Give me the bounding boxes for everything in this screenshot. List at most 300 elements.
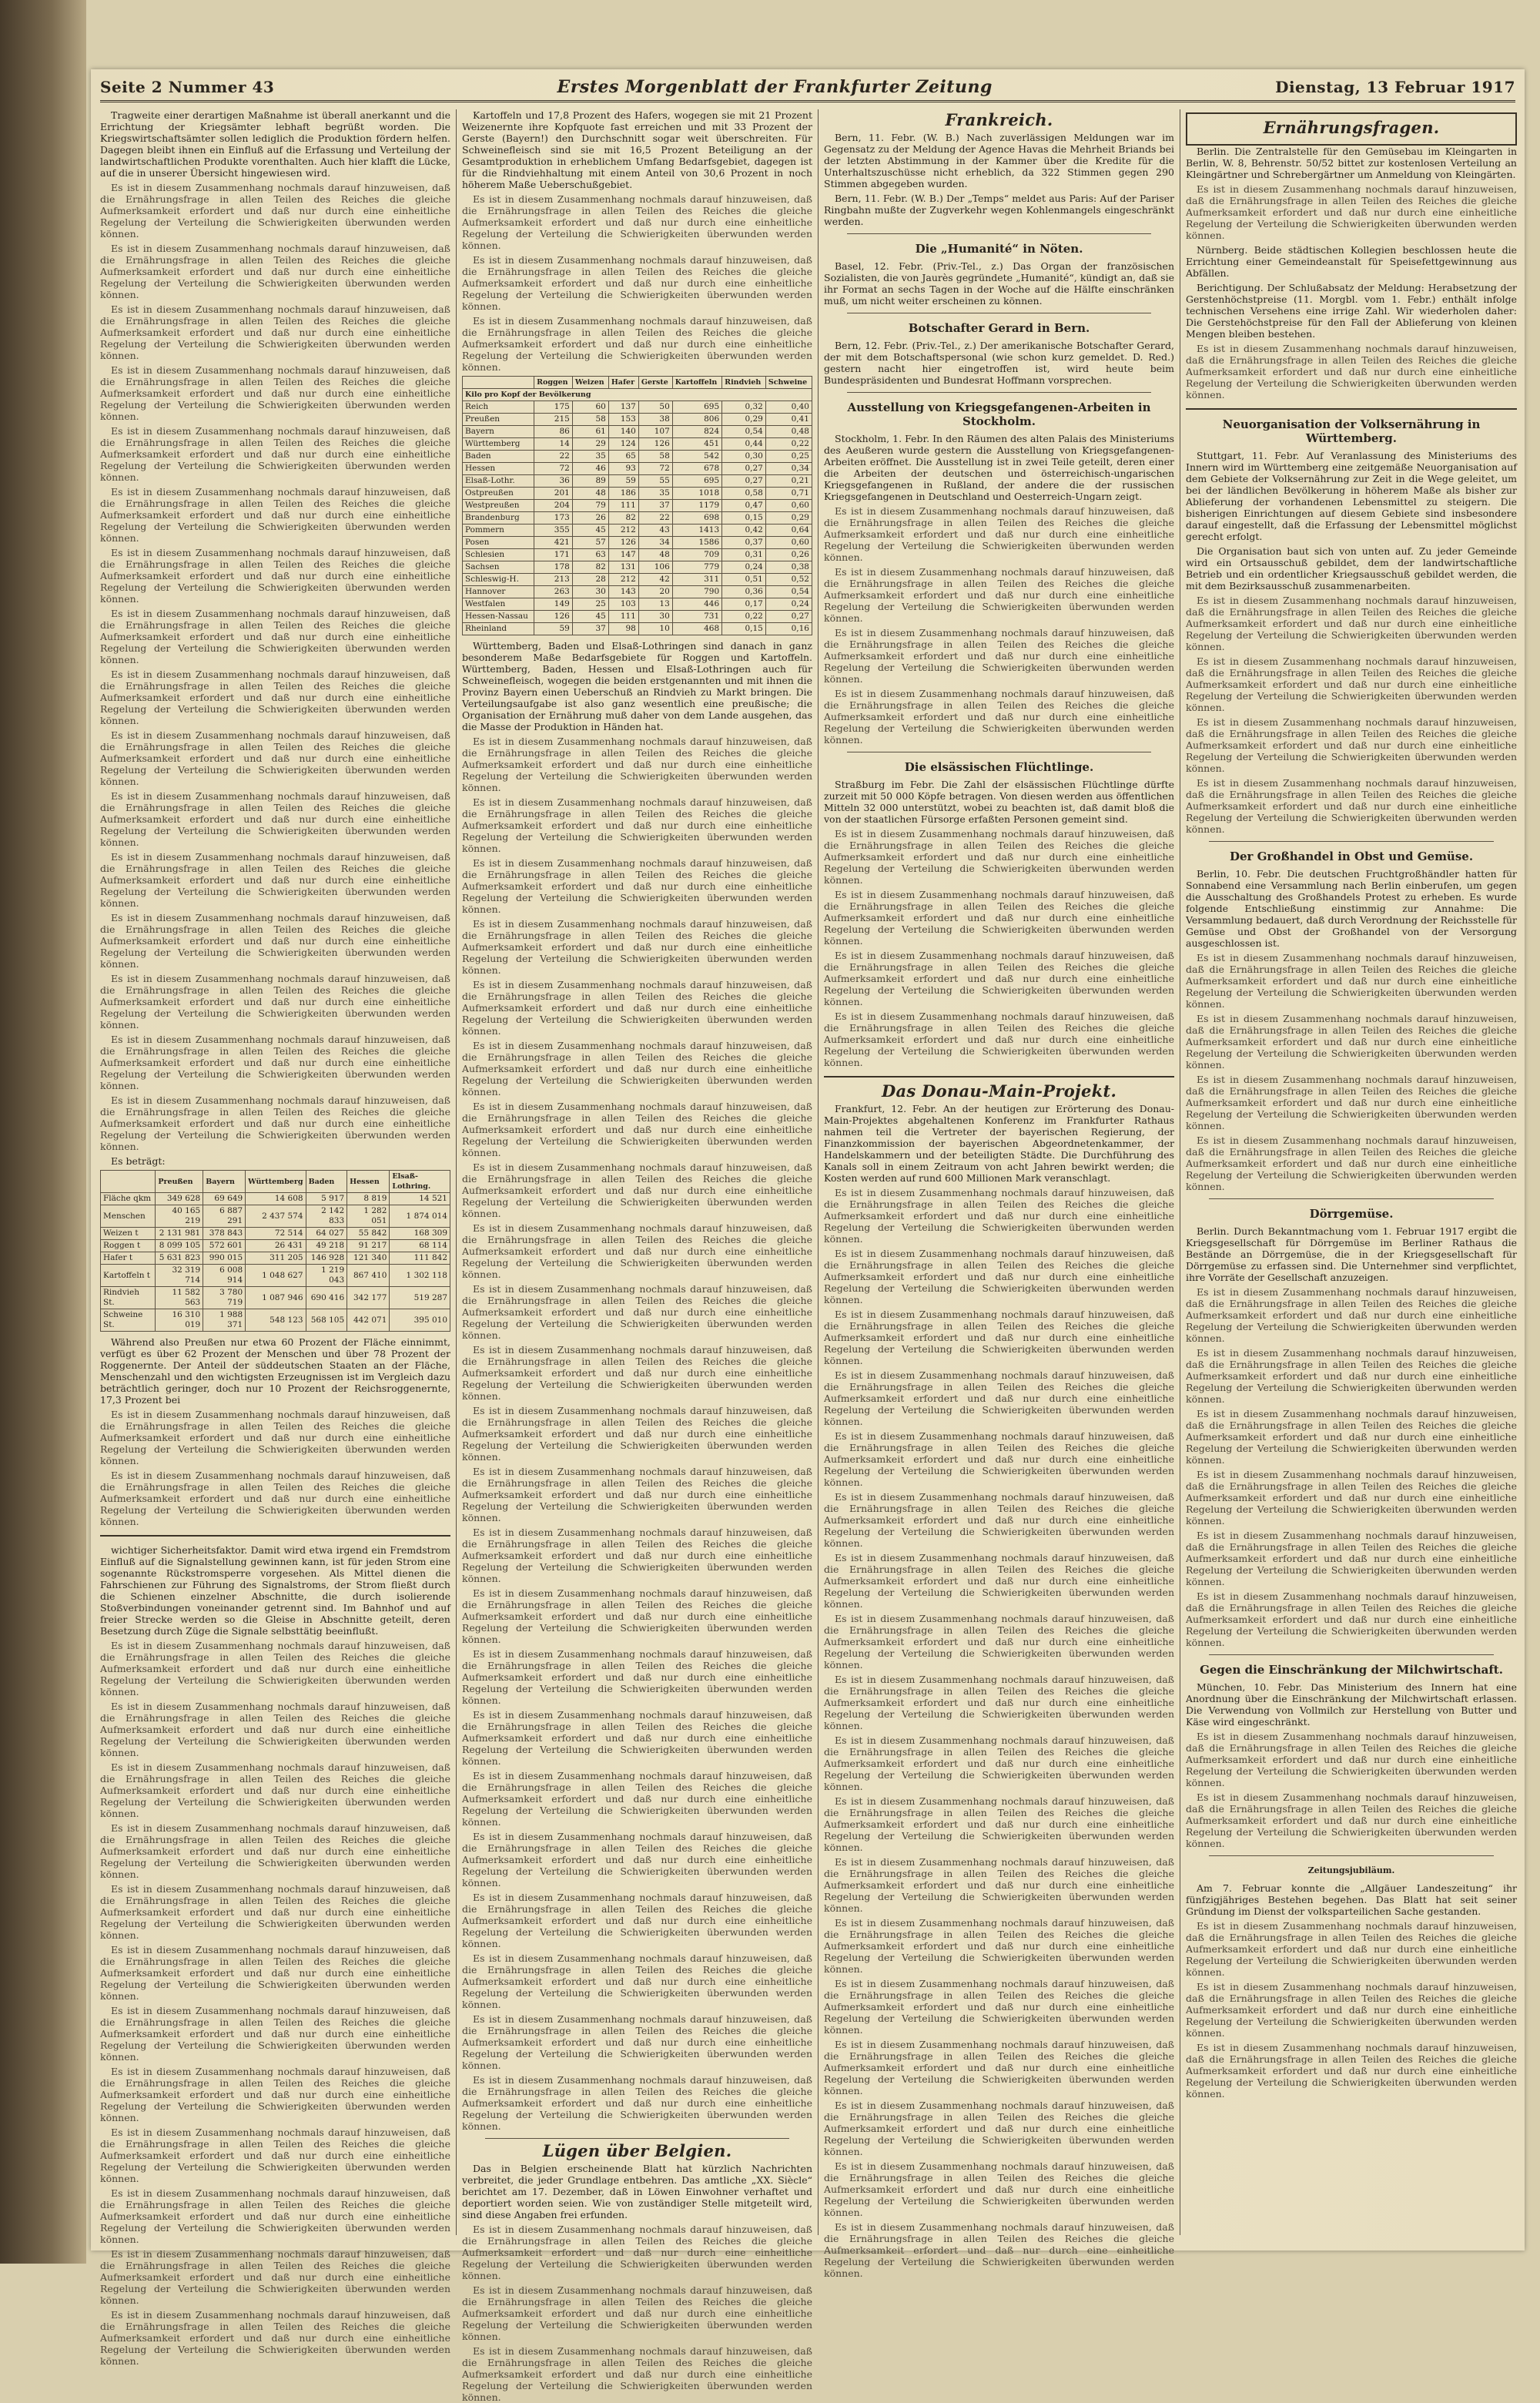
article-text: Es ist in diesem Zusammenhang nochmals darauf hinzuweisen, daß die Ernährungsfrage in allen Teilen des Reiches die gleiche Aufmerksamkeit erfordert und daß nur durch eine einheitliche Regelung der Verteilung die Schwierigkeiten überwunden werden können. xyxy=(1186,655,1517,713)
table-cell: Brandenburg xyxy=(463,512,534,525)
table-cell: Baden xyxy=(463,451,534,463)
table-cell: 72 xyxy=(638,463,672,475)
table-cell: 55 xyxy=(638,475,672,488)
article-text: Es ist in diesem Zusammenhang nochmals darauf hinzuweisen, daß die Ernährungsfrage in allen Teilen des Reiches die gleiche Aufmerksamkeit erfordert und daß nur durch eine einheitliche Regelung der Verteilung die Schwierigkeiten überwunden werden können. xyxy=(462,1587,812,1645)
article-text: Es ist in diesem Zusammenhang nochmals darauf hinzuweisen, daß die Ernährungsfrage in allen Teilen des Reiches die gleiche Aufmerksamkeit erfordert und daß nur durch eine einheitliche Regelung der Verteilung die Schwierigkeiten überwunden werden können. xyxy=(100,1701,450,1758)
table-cell: 0,24 xyxy=(765,598,812,611)
article-text: Es ist in diesem Zusammenhang nochmals darauf hinzuweisen, daß die Ernährungsfrage in allen Teilen des Reiches die gleiche Aufmerksamkeit erfordert und daß nur durch eine einheitliche Regelung der Verteilung die Schwierigkeiten überwunden werden können. xyxy=(462,315,812,373)
article-text: Es ist in diesem Zusammenhang nochmals darauf hinzuweisen, daß die Ernährungsfrage in allen Teilen des Reiches die gleiche Aufmerksamkeit erfordert und daß nur durch eine einheitliche Regelung der Verteilung die Schwierigkeiten überwunden werden können. xyxy=(1186,595,1517,652)
section-divider xyxy=(1209,1855,1494,1856)
statistics-table-1 xyxy=(100,1170,450,1332)
table-cell: 446 xyxy=(672,598,721,611)
table-row xyxy=(101,1287,450,1309)
table-cell: 59 xyxy=(534,623,573,635)
article-text: Es ist in diesem Zusammenhang nochmals darauf hinzuweisen, daß die Ernährungsfrage in allen Teilen des Reiches die gleiche Aufmerksamkeit erfordert und daß nur durch eine einheitliche Regelung der Verteilung die Schwierigkeiten überwunden werden können. xyxy=(462,2074,812,2132)
column-rule xyxy=(456,109,457,2235)
table-cell: 168 309 xyxy=(390,1228,450,1240)
article-text: Es ist in diesem Zusammenhang nochmals darauf hinzuweisen, daß die Ernährungsfrage in allen Teilen des Reiches die gleiche Aufmerksamkeit erfordert und daß nur durch eine einheitliche Regelung der Verteilung die Schwierigkeiten überwunden werden können. xyxy=(1186,1530,1517,1587)
article-text: Es ist in diesem Zusammenhang nochmals darauf hinzuweisen, daß die Ernährungsfrage in allen Teilen des Reiches die gleiche Aufmerksamkeit erfordert und daß nur durch eine einheitliche Regelung der Verteilung die Schwierigkeiten überwunden werden können. xyxy=(462,2224,812,2281)
article-text: Es ist in diesem Zusammenhang nochmals darauf hinzuweisen, daß die Ernährungsfrage in allen Teilen des Reiches die gleiche Aufmerksamkeit erfordert und daß nur durch eine einheitliche Regelung der Verteilung die Schwierigkeiten überwunden werden können. xyxy=(824,1491,1174,1549)
table-header-cell: Preußen xyxy=(156,1171,203,1193)
table-cell: 0,26 xyxy=(765,549,812,561)
table-cell: 86 xyxy=(534,426,573,438)
table-row xyxy=(463,500,812,512)
article-text: Es ist in diesem Zusammenhang nochmals darauf hinzuweisen, daß die Ernährungsfrage in allen Teilen des Reiches die gleiche Aufmerksamkeit erfordert und daß nur durch eine einheitliche Regelung der Verteilung die Schwierigkeiten überwunden werden können. xyxy=(1186,1920,1517,1978)
article-text: Es ist in diesem Zusammenhang nochmals darauf hinzuweisen, daß die Ernährungsfrage in allen Teilen des Reiches die gleiche Aufmerksamkeit erfordert und daß nur durch eine einheitliche Regelung der Verteilung die Schwierigkeiten überwunden werden können. xyxy=(824,1187,1174,1245)
headline-belgien: Lügen über Belgien. xyxy=(542,2141,732,2160)
table-cell: 1 302 118 xyxy=(390,1265,450,1287)
table-cell: 519 287 xyxy=(390,1287,450,1309)
article-text: Es ist in diesem Zusammenhang nochmals darauf hinzuweisen, daß die Ernährungsfrage in allen Teilen des Reiches die gleiche Aufmerksamkeit erfordert und daß nur durch eine einheitliche Regelung der Verteilung die Schwierigkeiten überwunden werden können. xyxy=(824,1430,1174,1488)
table-row xyxy=(463,451,812,463)
section-divider xyxy=(1209,1198,1494,1199)
table-cell: 0,24 xyxy=(722,561,766,574)
table-cell: 93 xyxy=(608,463,638,475)
subheading-grosshandel: Der Großhandel in Obst und Gemüse. xyxy=(1229,850,1474,863)
table-cell: 572 601 xyxy=(203,1240,246,1252)
table-cell: 186 xyxy=(608,488,638,500)
article-text: Es ist in diesem Zusammenhang nochmals darauf hinzuweisen, daß die Ernährungsfrage in allen Teilen des Reiches die gleiche Aufmerksamkeit erfordert und daß nur durch eine einheitliche Regelung der Verteilung die Schwierigkeiten überwunden werden können. xyxy=(1186,1408,1517,1466)
table-cell: 14 521 xyxy=(390,1193,450,1205)
table-cell: 1 048 627 xyxy=(246,1265,306,1287)
table-row xyxy=(101,1252,450,1265)
table-cell: Hessen xyxy=(463,463,534,475)
table-cell: 140 xyxy=(608,426,638,438)
table-row xyxy=(463,488,812,500)
table-cell: 1 282 051 xyxy=(347,1205,390,1228)
section-divider xyxy=(824,1076,1174,1077)
article-text: Es ist in diesem Zusammenhang nochmals darauf hinzuweisen, daß die Ernährungsfrage in allen Teilen des Reiches die gleiche Aufmerksamkeit erfordert und daß nur durch eine einheitliche Regelung der Verteilung die Schwierigkeiten überwunden werden können. xyxy=(100,547,450,605)
article-text: Es ist in diesem Zusammenhang nochmals darauf hinzuweisen, daß die Ernährungsfrage in allen Teilen des Reiches die gleiche Aufmerksamkeit erfordert und daß nur durch eine einheitliche Regelung der Verteilung die Schwierigkeiten überwunden werden können. xyxy=(824,889,1174,947)
table-cell: 50 xyxy=(638,401,672,414)
column-2 xyxy=(462,109,812,2403)
article-text: Straßburg im Febr. Die Zahl der elsässischen Flüchtlinge dürfte zurzeit mit 50 000 Köpfe betragen. Von diesen werden aus öffentlichen Mitteln 32 000 unterstützt, wobei zu beachten ist, daß damit bloß die von der staatlichen Fürsorge erfaßten Personen gemeint sind. xyxy=(824,779,1174,825)
table-cell: 63 xyxy=(572,549,608,561)
article-text: Es ist in diesem Zusammenhang nochmals darauf hinzuweisen, daß die Ernährungsfrage in allen Teilen des Reiches die gleiche Aufmerksamkeit erfordert und daß nur durch eine einheitliche Regelung der Verteilung die Schwierigkeiten überwunden werden können. xyxy=(462,1283,812,1341)
table-cell: 0,22 xyxy=(765,438,812,451)
article-text: Es ist in diesem Zusammenhang nochmals darauf hinzuweisen, daß die Ernährungsfrage in allen Teilen des Reiches die gleiche Aufmerksamkeit erfordert und daß nur durch eine einheitliche Regelung der Verteilung die Schwierigkeiten überwunden werden können. xyxy=(1186,1347,1517,1405)
table-header-cell: Schweine xyxy=(765,377,812,389)
newspaper-title: Erstes Morgenblatt der Frankfurter Zeitung xyxy=(557,77,993,97)
table-cell: 213 xyxy=(534,574,573,586)
article-text: Es ist in diesem Zusammenhang nochmals darauf hinzuweisen, daß die Ernährungsfrage in allen Teilen des Reiches die gleiche Aufmerksamkeit erfordert und daß nur durch eine einheitliche Regelung der Verteilung die Schwierigkeiten überwunden werden können. xyxy=(100,1094,450,1152)
table-cell: 64 027 xyxy=(306,1228,347,1240)
table-cell: 146 928 xyxy=(306,1252,347,1265)
table-cell: 48 xyxy=(638,549,672,561)
table-cell: 0,60 xyxy=(765,537,812,549)
article-text: Stuttgart, 11. Febr. Auf Veranlassung des Ministeriums des Innern wird im Württemberg eine zeitgemäße Neuorganisation auf dem Gebiete der Volksernährung zur Zeit in die Wege geleitet, um bei der ländlichen Bevölkerung in höherem Maße als bisher zur Ablieferung der vorhandenen Lebensmittel zu steigern. Die bisherigen Einrichtungen auf diesem Gebiete sind insbesondere darauf eingestellt, daß die Erfassung der Lebensmittel möglichst gerecht erfolgt. xyxy=(1186,450,1517,542)
headline-frankreich: Frankreich. xyxy=(945,110,1053,129)
table-cell: 38 xyxy=(638,414,672,426)
article-text: Es ist in diesem Zusammenhang nochmals darauf hinzuweisen, daß die Ernährungsfrage in allen Teilen des Reiches die gleiche Aufmerksamkeit erfordert und daß nur durch eine einheitliche Regelung der Verteilung die Schwierigkeiten überwunden werden können. xyxy=(1186,1590,1517,1648)
article-text: Es ist in diesem Zusammenhang nochmals darauf hinzuweisen, daß die Ernährungsfrage in allen Teilen des Reiches die gleiche Aufmerksamkeit erfordert und daß nur durch eine einheitliche Regelung der Verteilung die Schwierigkeiten überwunden werden können. xyxy=(824,1917,1174,1975)
table-cell: 45 xyxy=(572,611,608,623)
table-cell: 0,44 xyxy=(722,438,766,451)
article-text: Es ist in diesem Zusammenhang nochmals darauf hinzuweisen, daß die Ernährungsfrage in allen Teilen des Reiches die gleiche Aufmerksamkeit erfordert und daß nur durch eine einheitliche Regelung der Verteilung die Schwierigkeiten überwunden werden können. xyxy=(462,254,812,312)
article-text: Es ist in diesem Zusammenhang nochmals darauf hinzuweisen, daß die Ernährungsfrage in allen Teilen des Reiches die gleiche Aufmerksamkeit erfordert und daß nur durch eine einheitliche Regelung der Verteilung die Schwierigkeiten überwunden werden können. xyxy=(824,1552,1174,1610)
table-row xyxy=(463,561,812,574)
table-cell: 0,30 xyxy=(722,451,766,463)
article-text: Es ist in diesem Zusammenhang nochmals darauf hinzuweisen, daß die Ernährungsfrage in allen Teilen des Reiches die gleiche Aufmerksamkeit erfordert und daß nur durch eine einheitliche Regelung der Verteilung die Schwierigkeiten überwunden werden können. xyxy=(462,1040,812,1098)
table-cell: 14 xyxy=(534,438,573,451)
article-text: Bern, 11. Febr. (W. B.) Nach zuverlässigen Meldungen war im Gegensatz zu der Meldung der Agence Havas die Mehrheit Briands bei der letzten Abstimmung in der Kammer über die Kredite für die Unterhaltszuschüsse nicht erheblich, da 322 Stimmen gegen 290 Stimmen abgegeben wurden. xyxy=(824,132,1174,189)
masthead xyxy=(100,74,1515,102)
table-cell: Rindvieh St. xyxy=(101,1287,156,1309)
article-text: Es ist in diesem Zusammenhang nochmals darauf hinzuweisen, daß die Ernährungsfrage in allen Teilen des Reiches die gleiche Aufmerksamkeit erfordert und daß nur durch eine einheitliche Regelung der Verteilung die Schwierigkeiten überwunden werden können. xyxy=(462,918,812,976)
table-cell: 990 015 xyxy=(203,1252,246,1265)
article-text: Es ist in diesem Zusammenhang nochmals darauf hinzuweisen, daß die Ernährungsfrage in allen Teilen des Reiches die gleiche Aufmerksamkeit erfordert und daß nur durch eine einheitliche Regelung der Verteilung die Schwierigkeiten überwunden werden können. xyxy=(824,1248,1174,1305)
article-text: Es ist in diesem Zusammenhang nochmals darauf hinzuweisen, daß die Ernährungsfrage in allen Teilen des Reiches die gleiche Aufmerksamkeit erfordert und daß nur durch eine einheitliche Regelung der Verteilung die Schwierigkeiten überwunden werden können. xyxy=(462,1770,812,1828)
table-cell: 0,27 xyxy=(722,463,766,475)
article-text: Es ist in diesem Zusammenhang nochmals darauf hinzuweisen, daß die Ernährungsfrage in allen Teilen des Reiches die gleiche Aufmerksamkeit erfordert und daß nur durch eine einheitliche Regelung der Verteilung die Schwierigkeiten überwunden werden können. xyxy=(462,979,812,1037)
table-cell: 149 xyxy=(534,598,573,611)
table-cell: 1018 xyxy=(672,488,721,500)
section-divider xyxy=(847,233,1151,234)
table-cell: 212 xyxy=(608,574,638,586)
section-divider xyxy=(485,2138,789,2139)
table-cell: 58 xyxy=(638,451,672,463)
table-cell: 61 xyxy=(572,426,608,438)
table-cell: 25 xyxy=(572,598,608,611)
table-cell: Westpreußen xyxy=(463,500,534,512)
table-cell: Reich xyxy=(463,401,534,414)
table-cell: 79 xyxy=(572,500,608,512)
table-cell: 28 xyxy=(572,574,608,586)
article-text: Es ist in diesem Zusammenhang nochmals darauf hinzuweisen, daß die Ernährungsfrage in allen Teilen des Reiches die gleiche Aufmerksamkeit erfordert und daß nur durch eine einheitliche Regelung der Verteilung die Schwierigkeiten überwunden werden können. xyxy=(824,1309,1174,1366)
table-row xyxy=(463,438,812,451)
table-cell: 13 xyxy=(638,598,672,611)
page-number: Seite 2 Nummer 43 xyxy=(100,78,275,96)
table-cell: 548 123 xyxy=(246,1309,306,1332)
table-cell: 107 xyxy=(638,426,672,438)
table-cell: 695 xyxy=(672,401,721,414)
article-text: Es ist in diesem Zusammenhang nochmals darauf hinzuweisen, daß die Ernährungsfrage in allen Teilen des Reiches die gleiche Aufmerksamkeit erfordert und daß nur durch eine einheitliche Regelung der Verteilung die Schwierigkeiten überwunden werden können. xyxy=(824,2160,1174,2218)
table-cell: 32 319 714 xyxy=(156,1265,203,1287)
table-cell: 779 xyxy=(672,561,721,574)
statistics-table-2 xyxy=(462,376,812,635)
article-text: Basel, 12. Febr. (Priv.-Tel., z.) Das Organ der französischen Sozialisten, die von Jaurès gegründete „Humanité“, kündigt an, daß sie ihr Format an sechs Tagen in der Woche auf die Hälfte einschränken muß, um nicht weiter erscheinen zu können. xyxy=(824,260,1174,307)
headline-donau-main: Das Donau-Main-Projekt. xyxy=(881,1081,1117,1101)
article-text: Es ist in diesem Zusammenhang nochmals darauf hinzuweisen, daß die Ernährungsfrage in allen Teilen des Reiches die gleiche Aufmerksamkeit erfordert und daß nur durch eine einheitliche Regelung der Verteilung die Schwierigkeiten überwunden werden können. xyxy=(824,2039,1174,2096)
table-cell: 91 217 xyxy=(347,1240,390,1252)
article-text: Es ist in diesem Zusammenhang nochmals darauf hinzuweisen, daß die Ernährungsfrage in allen Teilen des Reiches die gleiche Aufmerksamkeit erfordert und daß nur durch eine einheitliche Regelung der Verteilung die Schwierigkeiten überwunden werden können. xyxy=(462,1405,812,1463)
table-cell: 0,40 xyxy=(765,401,812,414)
table-cell: 0,32 xyxy=(722,401,766,414)
table-header-cell: Weizen xyxy=(572,377,608,389)
article-text: Es ist in diesem Zusammenhang nochmals darauf hinzuweisen, daß die Ernährungsfrage in allen Teilen des Reiches die gleiche Aufmerksamkeit erfordert und daß nur durch eine einheitliche Regelung der Verteilung die Schwierigkeiten überwunden werden können. xyxy=(462,1952,812,2010)
table-cell: 1 219 043 xyxy=(306,1265,347,1287)
table-row xyxy=(463,574,812,586)
table-cell: 1179 xyxy=(672,500,721,512)
table-cell: 29 xyxy=(572,438,608,451)
article-text: Es ist in diesem Zusammenhang nochmals darauf hinzuweisen, daß die Ernährungsfrage in allen Teilen des Reiches die gleiche Aufmerksamkeit erfordert und daß nur durch eine einheitliche Regelung der Verteilung die Schwierigkeiten überwunden werden können. xyxy=(100,2309,450,2367)
column-3 xyxy=(824,109,1174,2279)
article-text: wichtiger Sicherheitsfaktor. Damit wird etwa irgend ein Fremdstrom Einfluß auf die Signalstellung gewinnen kann, ist für jeden Strom eine sogenannte Rückstromsperre vorgesehen. Als Mittel dienen die Fahrschienen zur Führung des Signalstroms, der Strom fließt durch die Schienen einzelner Abschnitte, die durch isolierende Stoßverbindungen voneinander getrennt sind. Im Bahnhof und auf freier Strecke werden so die Gleise in Abschnitte geteilt, deren Besetzung durch Züge die Signale selbsttätig beeinflußt. xyxy=(100,1544,450,1637)
article-text: Es ist in diesem Zusammenhang nochmals darauf hinzuweisen, daß die Ernährungsfrage in allen Teilen des Reiches die gleiche Aufmerksamkeit erfordert und daß nur durch eine einheitliche Regelung der Verteilung die Schwierigkeiten überwunden werden können. xyxy=(1186,1981,1517,2039)
subheading-wuerttemberg: Neuorganisation der Volksernährung in Württemberg. xyxy=(1222,417,1481,445)
subheading-jubilaeum: Zeitungsjubiläum. xyxy=(1307,1865,1395,1875)
column-rule xyxy=(818,109,819,2235)
article-text: Am 7. Februar konnte die „Allgäuer Landeszeitung“ ihr fünfzigjähriges Bestehen begehen. Das Blatt hat seit seiner Gründung im Dienst der volksparteilichen Sache gestanden. xyxy=(1186,1882,1517,1917)
table-cell: 468 xyxy=(672,623,721,635)
table-cell: 171 xyxy=(534,549,573,561)
table-cell: 0,27 xyxy=(765,611,812,623)
table-cell: 36 xyxy=(534,475,573,488)
table-cell: 126 xyxy=(534,611,573,623)
table-cell: Schweine St. xyxy=(101,1309,156,1332)
article-text: Das in Belgien erscheinende Blatt hat kürzlich Nachrichten verbreitet, die jeder Grundlage entbehren. Das amtliche „XX. Siècle“ berichtet am 17. Dezember, daß in Löwen Einwohner verhaftet und deportiert worden seien. Wie von zuständiger Stelle mitgeteilt wird, sind diese Angaben frei erfunden. xyxy=(462,2163,812,2220)
table-cell: 442 071 xyxy=(347,1309,390,1332)
table-row xyxy=(101,1309,450,1332)
table-cell: 311 205 xyxy=(246,1252,306,1265)
table-row xyxy=(463,549,812,561)
table-cell: 1413 xyxy=(672,525,721,537)
table-cell: 0,31 xyxy=(722,549,766,561)
table-cell: Rheinland xyxy=(463,623,534,635)
table-cell: 451 xyxy=(672,438,721,451)
table-cell: 37 xyxy=(572,623,608,635)
table-cell: Württemberg xyxy=(463,438,534,451)
article-text: Es ist in diesem Zusammenhang nochmals darauf hinzuweisen, daß die Ernährungsfrage in allen Teilen des Reiches die gleiche Aufmerksamkeit erfordert und daß nur durch eine einheitliche Regelung der Verteilung die Schwierigkeiten überwunden werden können. xyxy=(462,2013,812,2071)
table-cell: 137 xyxy=(608,401,638,414)
table-cell: 349 628 xyxy=(156,1193,203,1205)
table-cell: 55 842 xyxy=(347,1228,390,1240)
article-text: Es ist in diesem Zusammenhang nochmals darauf hinzuweisen, daß die Ernährungsfrage in allen Teilen des Reiches die gleiche Aufmerksamkeit erfordert und daß nur durch eine einheitliche Regelung der Verteilung die Schwierigkeiten überwunden werden können. xyxy=(100,1883,450,1941)
article-text: Es ist in diesem Zusammenhang nochmals darauf hinzuweisen, daß die Ernährungsfrage in allen Teilen des Reiches die gleiche Aufmerksamkeit erfordert und daß nur durch eine einheitliche Regelung der Verteilung die Schwierigkeiten überwunden werden können. xyxy=(100,1034,450,1091)
article-text: Tragweite einer derartigen Maßnahme ist überall anerkannt und die Errichtung der Kriegsämter lebhaft begrüßt worden. Die Kriegswirtschaftsämter sollen lediglich die Produktion fördern helfen. Dagegen bleibt ihnen ein Einfluß auf die Erfassung und Verteilung der landwirtschaftlichen Produkte vorenthalten. Auch hier klafft die Lücke, auf die in unserer Übersicht hingewiesen wird. xyxy=(100,109,450,179)
table-cell: 46 xyxy=(572,463,608,475)
article-text: Es ist in diesem Zusammenhang nochmals darauf hinzuweisen, daß die Ernährungsfrage in allen Teilen des Reiches die gleiche Aufmerksamkeit erfordert und daß nur durch eine einheitliche Regelung der Verteilung die Schwierigkeiten überwunden werden können. xyxy=(100,303,450,361)
table-row xyxy=(101,1205,450,1228)
table-row xyxy=(463,401,812,414)
article-text: Es ist in diesem Zusammenhang nochmals darauf hinzuweisen, daß die Ernährungsfrage in allen Teilen des Reiches die gleiche Aufmerksamkeit erfordert und daß nur durch eine einheitliche Regelung der Verteilung die Schwierigkeiten überwunden werden können. xyxy=(100,1822,450,1880)
table-cell: 731 xyxy=(672,611,721,623)
table-row xyxy=(463,525,812,537)
table-cell: 0,16 xyxy=(765,623,812,635)
table-header-cell: Elsaß-Lothring. xyxy=(390,1171,450,1193)
table-cell: 421 xyxy=(534,537,573,549)
article-text: Es ist in diesem Zusammenhang nochmals darauf hinzuweisen, daß die Ernährungsfrage in allen Teilen des Reiches die gleiche Aufmerksamkeit erfordert und daß nur durch eine einheitliche Regelung der Verteilung die Schwierigkeiten überwunden werden können. xyxy=(462,1648,812,1706)
section-divider xyxy=(100,1535,450,1537)
table-cell: 16 310 019 xyxy=(156,1309,203,1332)
issue-date: Dienstag, 13 Februar 1917 xyxy=(1275,78,1515,96)
table-cell: 0,38 xyxy=(765,561,812,574)
table-cell: 43 xyxy=(638,525,672,537)
table-cell: 173 xyxy=(534,512,573,525)
section-divider xyxy=(1186,408,1517,410)
table-cell: Kartoffeln t xyxy=(101,1265,156,1287)
article-text: Es ist in diesem Zusammenhang nochmals darauf hinzuweisen, daß die Ernährungsfrage in allen Teilen des Reiches die gleiche Aufmerksamkeit erfordert und daß nur durch eine einheitliche Regelung der Verteilung die Schwierigkeiten überwunden werden können. xyxy=(100,182,450,240)
table-cell: 0,17 xyxy=(722,598,766,611)
table-header-cell: Hessen xyxy=(347,1171,390,1193)
table-cell: 131 xyxy=(608,561,638,574)
table-cell: Fläche qkm xyxy=(101,1193,156,1205)
table-cell: Menschen xyxy=(101,1205,156,1228)
article-text: Es ist in diesem Zusammenhang nochmals darauf hinzuweisen, daß die Ernährungsfrage in allen Teilen des Reiches die gleiche Aufmerksamkeit erfordert und daß nur durch eine einheitliche Regelung der Verteilung die Schwierigkeiten überwunden werden können. xyxy=(462,1527,812,1584)
article-text: Es ist in diesem Zusammenhang nochmals darauf hinzuweisen, daß die Ernährungsfrage in allen Teilen des Reiches die gleiche Aufmerksamkeit erfordert und daß nur durch eine einheitliche Regelung der Verteilung die Schwierigkeiten überwunden werden können. xyxy=(1186,777,1517,835)
article-text: Es ist in diesem Zusammenhang nochmals darauf hinzuweisen, daß die Ernährungsfrage in allen Teilen des Reiches die gleiche Aufmerksamkeit erfordert und daß nur durch eine einheitliche Regelung der Verteilung die Schwierigkeiten überwunden werden können. xyxy=(462,1344,812,1402)
article-text: Es ist in diesem Zusammenhang nochmals darauf hinzuweisen, daß die Ernährungsfrage in allen Teilen des Reiches die gleiche Aufmerksamkeit erfordert und daß nur durch eine einheitliche Regelung der Verteilung die Schwierigkeiten überwunden werden können. xyxy=(462,1892,812,1949)
table-cell: 153 xyxy=(608,414,638,426)
table-row xyxy=(463,475,812,488)
table-cell: 37 xyxy=(638,500,672,512)
section-divider xyxy=(1209,1654,1494,1655)
table-header-cell: Kartoffeln xyxy=(672,377,721,389)
table-cell: 106 xyxy=(638,561,672,574)
table-header-cell: Württemberg xyxy=(246,1171,306,1193)
table-cell: 867 410 xyxy=(347,1265,390,1287)
table-cell: Pommern xyxy=(463,525,534,537)
article-text: Es ist in diesem Zusammenhang nochmals darauf hinzuweisen, daß die Ernährungsfrage in allen Teilen des Reiches die gleiche Aufmerksamkeit erfordert und daß nur durch eine einheitliche Regelung der Verteilung die Schwierigkeiten überwunden werden können. xyxy=(462,1466,812,1523)
table-cell: 35 xyxy=(638,488,672,500)
table-cell: 11 582 563 xyxy=(156,1287,203,1309)
table-cell: 2 142 833 xyxy=(306,1205,347,1228)
table-cell: 58 xyxy=(572,414,608,426)
table-cell: 175 xyxy=(534,401,573,414)
table-row xyxy=(463,463,812,475)
table-cell: 542 xyxy=(672,451,721,463)
table-cell: Bayern xyxy=(463,426,534,438)
table-cell: 0,21 xyxy=(765,475,812,488)
article-text: Es ist in diesem Zusammenhang nochmals darauf hinzuweisen, daß die Ernährungsfrage in allen Teilen des Reiches die gleiche Aufmerksamkeit erfordert und daß nur durch eine einheitliche Regelung der Verteilung die Schwierigkeiten überwunden werden können. xyxy=(100,1470,450,1527)
headline-ernaehrungsfragen: Ernährungsfragen. xyxy=(1263,118,1440,137)
table-cell: 89 xyxy=(572,475,608,488)
table-header-cell xyxy=(101,1171,156,1193)
subheading-stockholm: Ausstellung von Kriegsgefangenen-Arbeiten in Stockholm. xyxy=(847,400,1151,428)
table-row xyxy=(463,586,812,598)
table-cell: 8 099 105 xyxy=(156,1240,203,1252)
article-text: Es ist in diesem Zusammenhang nochmals darauf hinzuweisen, daß die Ernährungsfrage in allen Teilen des Reiches die gleiche Aufmerksamkeit erfordert und daß nur durch eine einheitliche Regelung der Verteilung die Schwierigkeiten überwunden werden können. xyxy=(462,1709,812,1767)
table-cell: 6 887 291 xyxy=(203,1205,246,1228)
table-cell: Roggen t xyxy=(101,1240,156,1252)
article-text: Es ist in diesem Zusammenhang nochmals darauf hinzuweisen, daß die Ernährungsfrage in allen Teilen des Reiches die gleiche Aufmerksamkeit erfordert und daß nur durch eine einheitliche Regelung der Verteilung die Schwierigkeiten überwunden werden können. xyxy=(1186,1791,1517,1849)
table-cell: Hafer t xyxy=(101,1252,156,1265)
article-text: Stockholm, 1. Febr. In den Räumen des alten Palais des Ministeriums des Aeußeren wurde gestern die Ausstellung von Kriegsgefangenen-Arbeiten eröffnet. Die Ausstellung ist in zwei Teile geteilt, deren einer die Arbeiten der deutschen und österreichisch-ungarischen Kriegsgefangenen in Rußland, der andere die der russischen Kriegsgefangenen in Deutschland und Oesterreich-Ungarn zeigt. xyxy=(824,433,1174,502)
table-cell: Weizen t xyxy=(101,1228,156,1240)
table-cell: 1 988 371 xyxy=(203,1309,246,1332)
article-text: Bern, 11. Febr. (W. B.) Der „Temps“ meldet aus Paris: Auf der Pariser Ringbahn mußte der Zugverkehr wegen Kohlenmangels eingeschränkt werden. xyxy=(824,193,1174,227)
table-cell: 0,27 xyxy=(722,475,766,488)
article-text: Es ist in diesem Zusammenhang nochmals darauf hinzuweisen, daß die Ernährungsfrage in allen Teilen des Reiches die gleiche Aufmerksamkeit erfordert und daß nur durch eine einheitliche Regelung der Verteilung die Schwierigkeiten überwunden werden können. xyxy=(824,1010,1174,1068)
section-divider xyxy=(847,392,1151,393)
table-cell: 48 xyxy=(572,488,608,500)
table-cell: 690 416 xyxy=(306,1287,347,1309)
table-cell: Preußen xyxy=(463,414,534,426)
table-cell: 378 843 xyxy=(203,1228,246,1240)
table-header-cell: Rindvieh xyxy=(722,377,766,389)
table-cell: 82 xyxy=(608,512,638,525)
article-text: Es ist in diesem Zusammenhang nochmals darauf hinzuweisen, daß die Ernährungsfrage in allen Teilen des Reiches die gleiche Aufmerksamkeit erfordert und daß nur durch eine einheitliche Regelung der Verteilung die Schwierigkeiten überwunden werden können. xyxy=(462,2345,812,2403)
subheading-humanite: Die „Humanité“ in Nöten. xyxy=(915,242,1083,256)
table-cell: 0,15 xyxy=(722,512,766,525)
article-text: Es ist in diesem Zusammenhang nochmals darauf hinzuweisen, daß die Ernährungsfrage in allen Teilen des Reiches die gleiche Aufmerksamkeit erfordert und daß nur durch eine einheitliche Regelung der Verteilung die Schwierigkeiten überwunden werden können. xyxy=(100,2187,450,2245)
table-cell: 65 xyxy=(608,451,638,463)
table-cell: 103 xyxy=(608,598,638,611)
table-cell: 147 xyxy=(608,549,638,561)
subheading-milchwirtschaft: Gegen die Einschränkung der Milchwirtschaft. xyxy=(1200,1663,1503,1677)
ernaehrungsfragen-box xyxy=(1186,112,1517,146)
table-row xyxy=(101,1265,450,1287)
column-4 xyxy=(1186,109,1517,2235)
newspaper-page xyxy=(91,69,1525,2403)
table-cell: 395 010 xyxy=(390,1309,450,1332)
table-cell: 22 xyxy=(638,512,672,525)
article-text: Es ist in diesem Zusammenhang nochmals darauf hinzuweisen, daß die Ernährungsfrage in allen Teilen des Reiches die gleiche Aufmerksamkeit erfordert und daß nur durch eine einheitliche Regelung der Verteilung die Schwierigkeiten überwunden werden können. xyxy=(100,486,450,544)
table-cell: 201 xyxy=(534,488,573,500)
table-cell: 8 819 xyxy=(347,1193,390,1205)
table-cell: 60 xyxy=(572,401,608,414)
article-text: Berichtigung. Der Schlußabsatz der Meldung: Herabsetzung der Gerstenhöchstpreise (11. Morgbl. vom 1. Febr.) enthält infolge technischen Versehens eine irrige Zahl. Wir wiederholen daher: Die Gerstehöchstpreise für den Fall der Ablieferung von kleinen Mengen bleiben bestehen. xyxy=(1186,282,1517,340)
article-text: Es ist in diesem Zusammenhang nochmals darauf hinzuweisen, daß die Ernährungsfrage in allen Teilen des Reiches die gleiche Aufmerksamkeit erfordert und daß nur durch eine einheitliche Regelung der Verteilung die Schwierigkeiten überwunden werden können. xyxy=(824,1369,1174,1427)
table-cell: 59 xyxy=(608,475,638,488)
article-text: Es ist in diesem Zusammenhang nochmals darauf hinzuweisen, daß die Ernährungsfrage in allen Teilen des Reiches die gleiche Aufmerksamkeit erfordert und daß nur durch eine einheitliche Regelung der Verteilung die Schwierigkeiten überwunden werden können. xyxy=(100,1944,450,2002)
table-cell: 0,25 xyxy=(765,451,812,463)
article-text: Es ist in diesem Zusammenhang nochmals darauf hinzuweisen, daß die Ernährungsfrage in allen Teilen des Reiches die gleiche Aufmerksamkeit erfordert und daß nur durch eine einheitliche Regelung der Verteilung die Schwierigkeiten überwunden werden können. xyxy=(100,1761,450,1819)
table-cell: 698 xyxy=(672,512,721,525)
article-text: Es ist in diesem Zusammenhang nochmals darauf hinzuweisen, daß die Ernährungsfrage in allen Teilen des Reiches die gleiche Aufmerksamkeit erfordert und daß nur durch eine einheitliche Regelung der Verteilung die Schwierigkeiten überwunden werden können. xyxy=(824,1856,1174,1914)
article-text: Es ist in diesem Zusammenhang nochmals darauf hinzuweisen, daß die Ernährungsfrage in allen Teilen des Reiches die gleiche Aufmerksamkeit erfordert und daß nur durch eine einheitliche Regelung der Verteilung die Schwierigkeiten überwunden werden können. xyxy=(462,193,812,251)
table-caption: Es beträgt: xyxy=(111,1155,166,1167)
table-cell: Sachsen xyxy=(463,561,534,574)
table-row xyxy=(463,414,812,426)
table-row xyxy=(463,537,812,549)
article-text: Es ist in diesem Zusammenhang nochmals darauf hinzuweisen, daß die Ernährungsfrage in allen Teilen des Reiches die gleiche Aufmerksamkeit erfordert und daß nur durch eine einheitliche Regelung der Verteilung die Schwierigkeiten überwunden werden können. xyxy=(824,688,1174,746)
article-text: Es ist in diesem Zusammenhang nochmals darauf hinzuweisen, daß die Ernährungsfrage in allen Teilen des Reiches die gleiche Aufmerksamkeit erfordert und daß nur durch eine einheitliche Regelung der Verteilung die Schwierigkeiten überwunden werden können. xyxy=(824,627,1174,685)
article-text: Es ist in diesem Zusammenhang nochmals darauf hinzuweisen, daß die Ernährungsfrage in allen Teilen des Reiches die gleiche Aufmerksamkeit erfordert und daß nur durch eine einheitliche Regelung der Verteilung die Schwierigkeiten überwunden werden können. xyxy=(824,1978,1174,2036)
table-cell: 695 xyxy=(672,475,721,488)
subheading-doerrgemuese: Dörrgemüse. xyxy=(1309,1207,1394,1221)
article-text: Es ist in diesem Zusammenhang nochmals darauf hinzuweisen, daß die Ernährungsfrage in allen Teilen des Reiches die gleiche Aufmerksamkeit erfordert und daß nur durch eine einheitliche Regelung der Verteilung die Schwierigkeiten überwunden werden können. xyxy=(1186,1134,1517,1192)
table-cell: 0,37 xyxy=(722,537,766,549)
article-text: Es ist in diesem Zusammenhang nochmals darauf hinzuweisen, daß die Ernährungsfrage in allen Teilen des Reiches die gleiche Aufmerksamkeit erfordert und daß nur durch eine einheitliche Regelung der Verteilung die Schwierigkeiten überwunden werden können. xyxy=(100,790,450,848)
table-cell: 0,34 xyxy=(765,463,812,475)
table-cell: 0,15 xyxy=(722,623,766,635)
table-cell: 0,36 xyxy=(722,586,766,598)
table-cell: 204 xyxy=(534,500,573,512)
article-text: Es ist in diesem Zusammenhang nochmals darauf hinzuweisen, daß die Ernährungsfrage in allen Teilen des Reiches die gleiche Aufmerksamkeit erfordert und daß nur durch eine einheitliche Regelung der Verteilung die Schwierigkeiten überwunden werden können. xyxy=(824,566,1174,624)
table-cell: 68 114 xyxy=(390,1240,450,1252)
article-text: Es ist in diesem Zusammenhang nochmals darauf hinzuweisen, daß die Ernährungsfrage in allen Teilen des Reiches die gleiche Aufmerksamkeit erfordert und daß nur durch eine einheitliche Regelung der Verteilung die Schwierigkeiten überwunden werden können. xyxy=(100,364,450,422)
table-cell: 14 608 xyxy=(246,1193,306,1205)
column-1 xyxy=(100,109,450,2367)
table-cell: 5 631 823 xyxy=(156,1252,203,1265)
table-cell: 0,54 xyxy=(765,586,812,598)
table-header-cell: Gerste xyxy=(638,377,672,389)
table-cell: Schleswig-H. xyxy=(463,574,534,586)
table-cell: 0,47 xyxy=(722,500,766,512)
table-cell: 72 xyxy=(534,463,573,475)
article-text: Es ist in diesem Zusammenhang nochmals darauf hinzuweisen, daß die Ernährungsfrage in allen Teilen des Reiches die gleiche Aufmerksamkeit erfordert und daß nur durch eine einheitliche Regelung der Verteilung die Schwierigkeiten überwunden werden können. xyxy=(462,857,812,915)
table-cell: 34 xyxy=(638,537,672,549)
table-row xyxy=(463,611,812,623)
table-cell: Posen xyxy=(463,537,534,549)
table-cell: 1 874 014 xyxy=(390,1205,450,1228)
book-binding xyxy=(0,0,86,2264)
table-cell: 0,60 xyxy=(765,500,812,512)
article-text: Es ist in diesem Zusammenhang nochmals darauf hinzuweisen, daß die Ernährungsfrage in allen Teilen des Reiches die gleiche Aufmerksamkeit erfordert und daß nur durch eine einheitliche Regelung der Verteilung die Schwierigkeiten überwunden werden können. xyxy=(1186,1074,1517,1131)
table-cell: 42 xyxy=(638,574,672,586)
table-cell: 6 008 914 xyxy=(203,1265,246,1287)
article-text: Es ist in diesem Zusammenhang nochmals darauf hinzuweisen, daß die Ernährungsfrage in allen Teilen des Reiches die gleiche Aufmerksamkeit erfordert und daß nur durch eine einheitliche Regelung der Verteilung die Schwierigkeiten überwunden werden können. xyxy=(1186,1731,1517,1788)
table-cell: 0,42 xyxy=(722,525,766,537)
table-cell: 0,48 xyxy=(765,426,812,438)
table-cell: 22 xyxy=(534,451,573,463)
table-row xyxy=(463,512,812,525)
article-text: Es ist in diesem Zusammenhang nochmals darauf hinzuweisen, daß die Ernährungsfrage in allen Teilen des Reiches die gleiche Aufmerksamkeit erfordert und daß nur durch eine einheitliche Regelung der Verteilung die Schwierigkeiten überwunden werden können. xyxy=(1186,1469,1517,1527)
table-cell: 0,71 xyxy=(765,488,812,500)
table-cell: 30 xyxy=(638,611,672,623)
table-cell: 26 xyxy=(572,512,608,525)
